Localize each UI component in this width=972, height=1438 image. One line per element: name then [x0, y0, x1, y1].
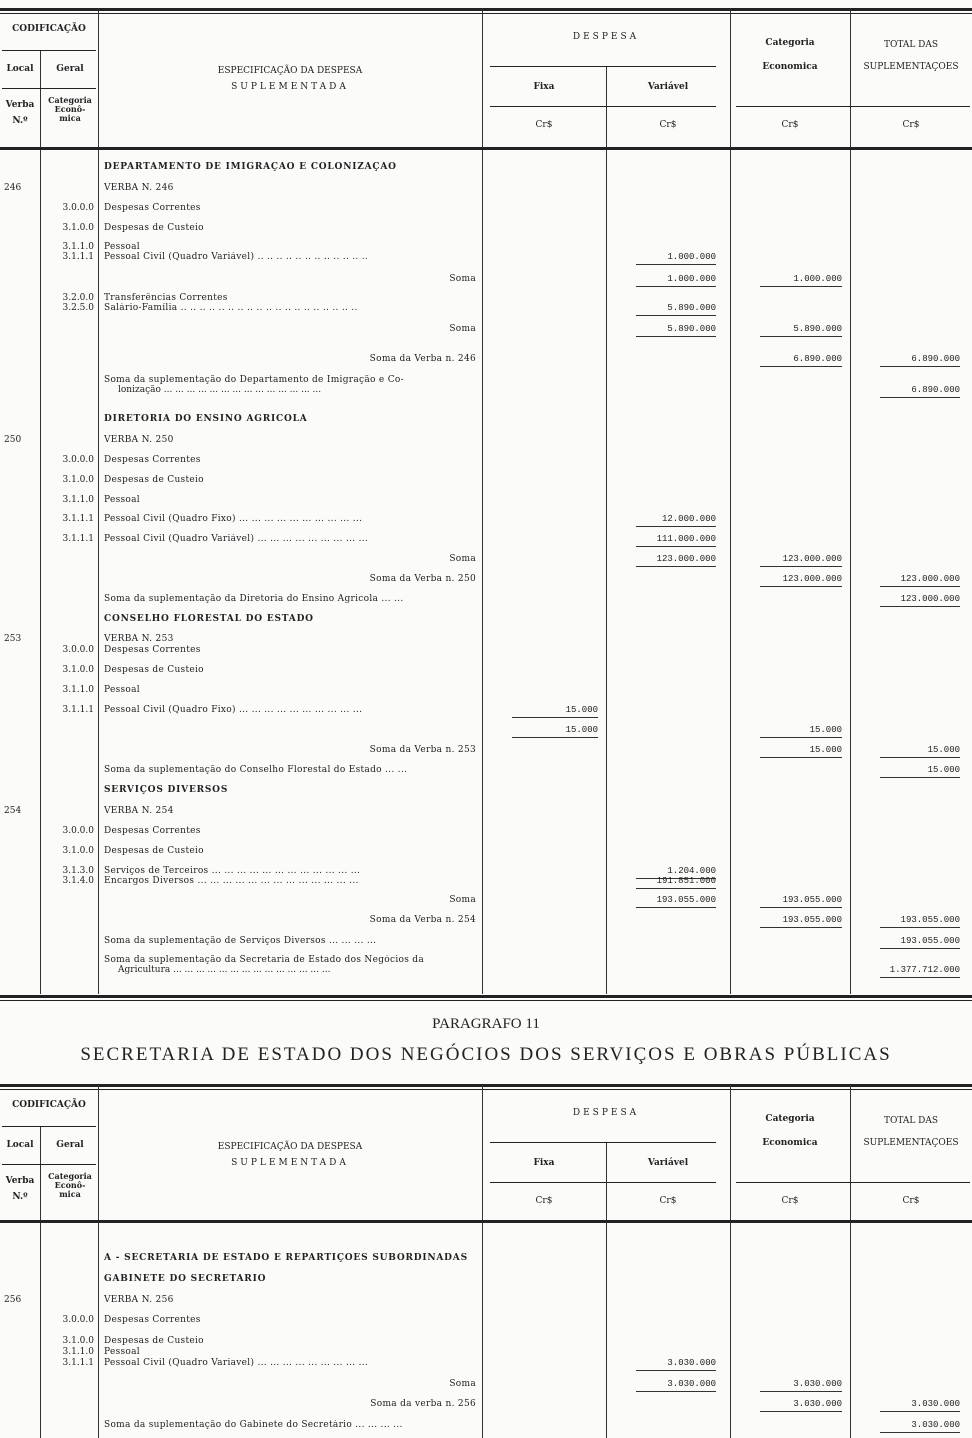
table-row: [0, 955, 972, 975]
total-das-label: TOTAL DAS: [883, 1116, 939, 1126]
header-divider: [98, 1084, 99, 1220]
numero-label: N.º: [12, 1192, 28, 1202]
expense-description: Pessoal: [104, 495, 140, 505]
table-row: [0, 534, 972, 546]
header-top-rule-2: [0, 1089, 972, 1090]
header-rule: [2, 1126, 96, 1127]
total-value: 15.000: [880, 765, 960, 778]
fixa-value: 15.000: [512, 705, 598, 718]
expense-description: DIRETORIA DO ENSINO AGRICOLA: [104, 414, 308, 424]
expense-description: Despesas Correntes: [104, 826, 201, 836]
currency-label-total: Cr$: [902, 120, 920, 130]
economic-category-code: 3.1.0.0: [62, 665, 94, 675]
header-divider: [98, 8, 99, 147]
expense-description: Despesas de Custeio: [104, 1336, 204, 1346]
variavel-value: 5.890.000: [636, 324, 716, 337]
expense-description: Soma da suplementação do Conselho Florestal do Estado ... ...: [104, 765, 408, 775]
expense-description: Salário-Família .. .. .. .. .. .. .. .. .. .. .. .. .. .. .. .. .. .. ..: [104, 303, 358, 313]
variavel-value: 1.000.000: [636, 252, 716, 265]
total-value: 1.377.712.000: [880, 965, 960, 978]
economic-category-code: 3.1.0.0: [62, 475, 94, 485]
economic-category-code: 3.1.1.1: [62, 705, 94, 715]
header-divider: [606, 1142, 607, 1220]
table-row: [0, 435, 972, 447]
categoria-label: Categoria: [765, 38, 815, 48]
expense-description: Soma: [449, 1379, 476, 1389]
especificacao-label: ESPECIFICAÇÃO DA DESPESA: [217, 66, 363, 76]
economic-category-code: 3.2.5.0: [62, 303, 94, 313]
table-bottom-rule: [0, 995, 972, 998]
expense-description: Soma: [449, 274, 476, 284]
table-row: [0, 514, 972, 526]
local-label: Local: [6, 1140, 34, 1150]
economic-category-code: 3.0.0.0: [62, 203, 94, 213]
table-row: [0, 915, 972, 927]
header-rule: [490, 106, 716, 107]
economic-category-code: 3.1.1.0: [62, 685, 94, 695]
expense-description-continued: Agricultura ... ... ... ... ... ... ... ... ... ... ... ... ... ...: [118, 965, 331, 975]
expense-description: Serviços de Terceiros ... ... ... ... ... ... ... ... ... ... ... ...: [104, 866, 361, 876]
table-row: [0, 354, 972, 366]
table-bottom-rule-2: [0, 1000, 972, 1001]
total-value: 193.055.000: [880, 915, 960, 928]
suplementacoes-label: SUPLEMENTAÇÕES: [863, 62, 959, 72]
header-bottom-rule: [0, 147, 972, 150]
total-value: 123.000.000: [880, 594, 960, 607]
header-bottom-rule: [0, 1220, 972, 1223]
header-rule: [736, 106, 970, 107]
currency-label-total: Cr$: [902, 1196, 920, 1206]
table-row: [0, 876, 972, 888]
categoria-economica-label: Categoria Econô- mica: [48, 1171, 92, 1199]
suplementacoes-label: SUPLEMENTAÇÕES: [863, 1138, 959, 1148]
codificacao-label: CODIFICAÇÃO: [12, 24, 86, 34]
economic-category-code: 3.1.1.0: [62, 1347, 94, 1357]
table-row: [0, 1399, 972, 1411]
expense-description: Pessoal: [104, 242, 140, 252]
header-top-rule: [0, 1084, 972, 1087]
table-row: [0, 1379, 972, 1391]
table-row: [0, 162, 972, 174]
categoria-value: 1.000.000: [760, 274, 842, 287]
total-value: 193.055.000: [880, 936, 960, 949]
expense-description: Transferências Correntes: [104, 293, 228, 303]
despesa-label: DESPESA: [572, 1108, 640, 1118]
table-row: [0, 594, 972, 606]
expense-description: VERBA N. 256: [104, 1295, 174, 1305]
codificacao-label: CODIFICAÇÃO: [12, 1100, 86, 1110]
expense-description: Soma da suplementação do Departamento de Imigração e Co-: [104, 375, 404, 385]
expense-description: Pessoal Civil (Quadro Variável) ... ... ... ... ... ... ... ... ...: [104, 534, 369, 544]
categoria-value: 193.055.000: [760, 895, 842, 908]
expense-description: Despesas de Custeio: [104, 665, 204, 675]
table-row: [0, 765, 972, 777]
expense-description: Soma da suplementação de Serviços Diversos ... ... ... ...: [104, 936, 377, 946]
header-rule: [2, 50, 96, 51]
expense-description: Soma: [449, 895, 476, 905]
fixa-value: 15.000: [512, 725, 598, 738]
expense-description: Soma da suplementação da Diretoria do Ensino Agricola ... ...: [104, 594, 404, 604]
expense-description: VERBA N. 246: [104, 183, 174, 193]
especificacao-label: ESPECIFICAÇÃO DA DESPESA: [217, 1142, 363, 1152]
expense-description: Soma: [449, 324, 476, 334]
expense-description: Despesas Correntes: [104, 645, 201, 655]
economic-category-code: 3.1.1.0: [62, 495, 94, 505]
expense-description: DEPARTAMENTO DE IMIGRAÇÃO E COLONIZAÇÃO: [104, 162, 397, 172]
table-row: [0, 203, 972, 215]
expense-description: Despesas Correntes: [104, 455, 201, 465]
economic-category-code: 3.0.0.0: [62, 455, 94, 465]
table-row: [0, 826, 972, 838]
economica-label: Economica: [762, 1138, 818, 1148]
expense-description: CONSELHO FLORESTAL DO ESTADO: [104, 614, 314, 624]
expense-description: Soma da suplementação do Gabinete do Secretário ... ... ... ...: [104, 1420, 403, 1430]
table-row: [0, 475, 972, 487]
expense-description: Soma da Verba n. 254: [369, 915, 476, 925]
variavel-value: 191.851.000: [636, 876, 716, 889]
expense-description: Pessoal Civil (Quadro Variavel) ... ... ... ... ... ... ... ... ...: [104, 1358, 369, 1368]
expense-description: Soma da Verba n. 253: [369, 745, 476, 755]
table-row: [0, 645, 972, 657]
economic-category-code: 3.0.0.0: [62, 645, 94, 655]
table-row: [0, 274, 972, 286]
table-row: [0, 1253, 972, 1265]
economic-category-code: 3.1.1.0: [62, 242, 94, 252]
geral-label: Geral: [56, 64, 84, 74]
currency-label-fixa: Cr$: [535, 120, 553, 130]
total-value: 123.000.000: [880, 574, 960, 587]
verba-number: 250: [4, 435, 22, 445]
economic-category-code: 3.0.0.0: [62, 1315, 94, 1325]
expense-description: VERBA N. 250: [104, 435, 174, 445]
categoria-value: 3.030.000: [760, 1379, 842, 1392]
verba-label: Verba: [5, 1176, 35, 1186]
header-divider: [40, 1126, 41, 1220]
variavel-label: Variável: [647, 1158, 689, 1168]
variavel-label: Variável: [647, 82, 689, 92]
economic-category-code: 3.1.4.0: [62, 876, 94, 886]
table-row: [0, 1315, 972, 1327]
verba-number: 253: [4, 634, 22, 644]
expense-description: GABINETE DO SECRETARIO: [104, 1274, 267, 1284]
header-divider: [40, 50, 41, 147]
economic-category-code: 3.1.0.0: [62, 846, 94, 856]
currency-label-variavel: Cr$: [659, 120, 677, 130]
variavel-value: 5.890.000: [636, 303, 716, 316]
categoria-label: Categoria: [765, 1114, 815, 1124]
expense-description: Despesas de Custeio: [104, 846, 204, 856]
variavel-value: 3.030.000: [636, 1358, 716, 1371]
table-row: [0, 375, 972, 395]
table-row: [0, 745, 972, 757]
expense-description: Pessoal Civil (Quadro Fixo) ... ... ... ... ... ... ... ... ... ...: [104, 705, 363, 715]
economic-category-code: 3.1.1.1: [62, 514, 94, 524]
categoria-value: 15.000: [760, 725, 842, 738]
expense-description: VERBA N. 253: [104, 634, 174, 644]
categoria-value: 123.000.000: [760, 574, 842, 587]
table-row: [0, 495, 972, 507]
table-row: [0, 895, 972, 907]
table-row: [0, 252, 972, 264]
paragraph-label: PARAGRAFO 11: [432, 1016, 540, 1032]
expense-description: Despesas de Custeio: [104, 223, 204, 233]
expense-description: Despesas Correntes: [104, 203, 201, 213]
economic-category-code: 3.2.0.0: [62, 293, 94, 303]
header-top-rule: [0, 8, 972, 11]
table-row: [0, 455, 972, 467]
total-value: 6.890.000: [880, 354, 960, 367]
categoria-value: 15.000: [760, 745, 842, 758]
variavel-value: 3.030.000: [636, 1379, 716, 1392]
expense-description: Encargos Diversos ... ... ... ... ... ... ... ... ... ... ... ... ...: [104, 876, 359, 886]
categoria-economica-label: Categoria Econô- mica: [48, 95, 92, 123]
total-value: 3.030.000: [880, 1399, 960, 1412]
table-row: [0, 806, 972, 818]
table-row: [0, 574, 972, 586]
expense-description-continued: lonização ... ... ... ... ... ... ... ... ... ... ... ... ... ...: [118, 385, 322, 395]
expense-description: Pessoal Civil (Quadro Variável) .. .. .. .. .. .. .. .. .. .. .. ..: [104, 252, 369, 262]
expense-description: Pessoal Civil (Quadro Fixo) ... ... ... ... ... ... ... ... ... ...: [104, 514, 363, 524]
table-row: [0, 223, 972, 235]
variavel-value: 12.000.000: [636, 514, 716, 527]
total-value: 3.030.000: [880, 1420, 960, 1433]
currency-label-categoria: Cr$: [781, 1196, 799, 1206]
economica-label: Economica: [762, 62, 818, 72]
table-row: [0, 324, 972, 336]
expense-description: Despesas de Custeio: [104, 475, 204, 485]
economic-category-code: 3.0.0.0: [62, 826, 94, 836]
header-rule: [490, 1142, 716, 1143]
expense-description: Soma da Verba n. 246: [369, 354, 476, 364]
total-value: 6.890.000: [880, 385, 960, 398]
categoria-value: 123.000.000: [760, 554, 842, 567]
header-rule: [736, 1182, 970, 1183]
currency-label-variavel: Cr$: [659, 1196, 677, 1206]
categoria-value: 5.890.000: [760, 324, 842, 337]
variavel-value: 1.000.000: [636, 274, 716, 287]
secretaria-title: SECRETARIA DE ESTADO DOS NEGÓCIOS DOS SERVIÇOS E OBRAS PÚBLICAS: [80, 1044, 892, 1065]
total-das-label: TOTAL DAS: [883, 40, 939, 50]
economic-category-code: 3.1.1.1: [62, 252, 94, 262]
table-row: [0, 303, 972, 315]
variavel-value: 193.055.000: [636, 895, 716, 908]
suplementada-label: SUPLEMENTADA: [231, 82, 349, 92]
suplementada-label: SUPLEMENTADA: [231, 1158, 349, 1168]
table-row: [0, 785, 972, 797]
table-row: [0, 554, 972, 566]
categoria-value: 193.055.000: [760, 915, 842, 928]
header-rule: [490, 1182, 716, 1183]
verba-label: Verba: [5, 100, 35, 110]
numero-label: N.º: [12, 116, 28, 126]
table-row: [0, 614, 972, 626]
table-row: [0, 705, 972, 717]
table-row: [0, 685, 972, 697]
table-row: [0, 1420, 972, 1432]
despesa-label: DESPESA: [572, 32, 640, 42]
fixa-label: Fixa: [533, 1158, 555, 1168]
header-rule: [490, 66, 716, 67]
table-row: [0, 936, 972, 948]
expense-description: VERBA N. 254: [104, 806, 174, 816]
header-rule: [2, 88, 96, 89]
expense-description: Soma: [449, 554, 476, 564]
table-row: [0, 1295, 972, 1307]
expense-description: A - SECRETARIA DE ESTADO E REPARTIÇÕES SUBORDINADAS: [104, 1253, 468, 1263]
categoria-value: 6.890.000: [760, 354, 842, 367]
variavel-value: 1.204.000: [636, 866, 716, 879]
expense-description: Despesas Correntes: [104, 1315, 201, 1325]
verba-number: 256: [4, 1295, 22, 1305]
variavel-value: 123.000.000: [636, 554, 716, 567]
verba-number: 246: [4, 183, 22, 193]
economic-category-code: 3.1.0.0: [62, 223, 94, 233]
expense-description: Pessoal: [104, 1347, 140, 1357]
fixa-label: Fixa: [533, 82, 555, 92]
table-row: [0, 414, 972, 426]
geral-label: Geral: [56, 1140, 84, 1150]
expense-description: Soma da suplementação da Secretaria de Estado dos Negócios da: [104, 955, 425, 965]
total-value: 15.000: [880, 745, 960, 758]
currency-label-fixa: Cr$: [535, 1196, 553, 1206]
table-row: [0, 665, 972, 677]
verba-number: 254: [4, 806, 22, 816]
table-row: [0, 846, 972, 858]
expense-description: SERVIÇOS DIVERSOS: [104, 785, 229, 795]
economic-category-code: 3.1.1.1: [62, 534, 94, 544]
header-rule: [2, 1164, 96, 1165]
local-label: Local: [6, 64, 34, 74]
expense-description: Soma da Verba n. 250: [369, 574, 476, 584]
variavel-value: 111.000.000: [636, 534, 716, 547]
table-row: [0, 725, 972, 737]
currency-label-categoria: Cr$: [781, 120, 799, 130]
expense-description: Pessoal: [104, 685, 140, 695]
economic-category-code: 3.1.1.1: [62, 1358, 94, 1368]
table-row: [0, 1358, 972, 1370]
expense-description: Soma da verba n. 256: [370, 1399, 476, 1409]
categoria-value: 3.030.000: [760, 1399, 842, 1412]
economic-category-code: 3.1.3.0: [62, 866, 94, 876]
table-row: [0, 183, 972, 195]
table-row: [0, 1274, 972, 1286]
economic-category-code: 3.1.0.0: [62, 1336, 94, 1346]
header-top-rule-2: [0, 13, 972, 14]
